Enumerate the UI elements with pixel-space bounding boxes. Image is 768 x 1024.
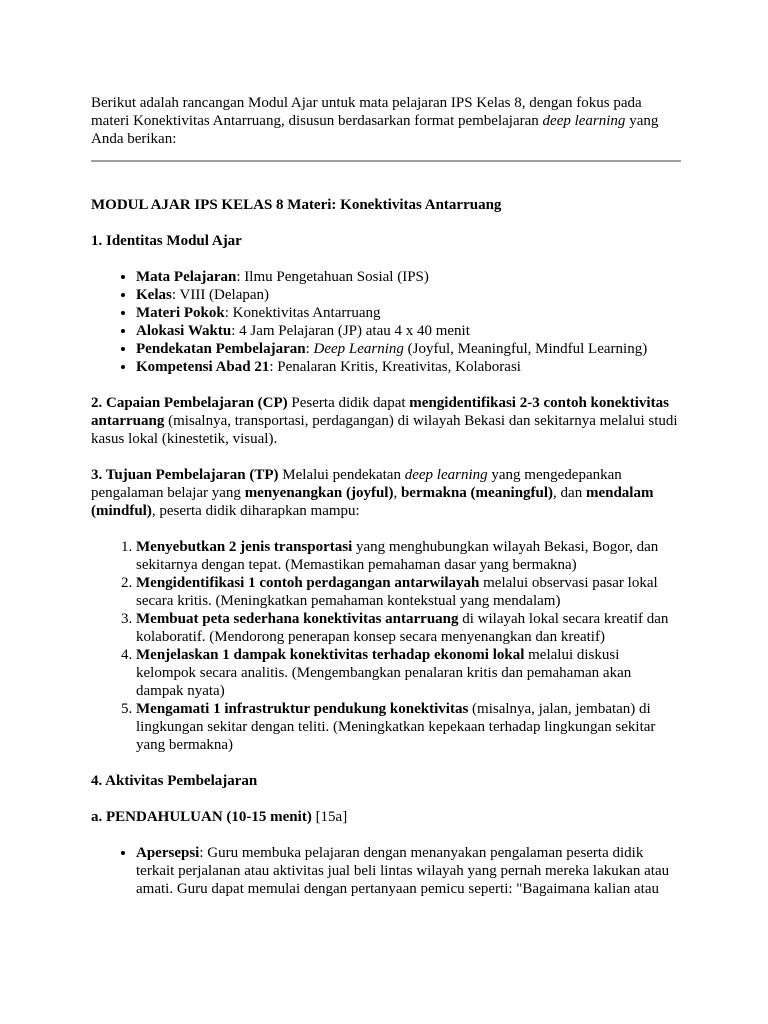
list-item	[136, 646, 681, 700]
item-value: : VIII (Delapan)	[171, 287, 270, 303]
objective-text: yang menghubungkan wilayah Bekasi, Bogor, dan sekitarnya dengan tepat. (Memastikan pemahaman dasar yang bermakna)	[136, 539, 659, 573]
section1-heading	[91, 232, 681, 250]
objective-bold: Mengidentifikasi 1 contoh perdagangan antarwilayah	[136, 575, 480, 591]
activity-text: : Guru membuka pelajaran dengan menanyakan pengalaman peserta didik terkait perjalanan atau aktivitas jual beli lintas wilayah yang pernah mereka lakukan atau amati. Guru dapat memulai dengan pertanyaan pemicu seperti: "Bagaimana kalian atau	[136, 845, 670, 897]
section4a-reference: [15a]	[311, 809, 348, 825]
list-item	[136, 322, 681, 340]
objective-bold: Membuat peta sederhana konektivitas antarruang	[136, 611, 459, 627]
item-value: : Konektivitas Antarruang	[224, 305, 381, 321]
objective-bold: Menjelaskan 1 dampak konektivitas terhadap ekonomi lokal	[136, 647, 525, 663]
module-title	[91, 196, 681, 214]
section3-bold: mendalam (mindful)	[91, 485, 654, 519]
list-item	[136, 844, 681, 898]
activity-label: Apersepsi	[136, 845, 200, 861]
objectives-list	[91, 538, 681, 754]
list-item	[136, 610, 681, 646]
list-item	[136, 304, 681, 322]
objective-text: melalui diskusi kelompok secara analitis. (Mengembangkan penalaran kritis dan pemahaman akan dampak nyata)	[136, 647, 632, 699]
section4a-heading	[91, 808, 681, 826]
list-item	[136, 574, 681, 610]
item-label: Alokasi Waktu	[136, 323, 232, 339]
list-item	[136, 358, 681, 376]
activity-list	[91, 844, 681, 898]
intro-paragraph	[91, 94, 681, 148]
item-separator: :	[305, 341, 314, 357]
section3-italic: deep learning	[404, 467, 488, 483]
section1-heading-text: 1. Identitas Modul Ajar	[91, 233, 242, 249]
item-label: Pendekatan Pembelajaran	[136, 341, 306, 357]
item-italic: Deep Learning	[313, 341, 404, 357]
identity-list	[91, 268, 681, 376]
list-item	[136, 340, 681, 358]
section4-heading	[91, 772, 681, 790]
intro-text: Berikut adalah rancangan Modul Ajar untuk mata pelajaran IPS Kelas 8, dengan fokus pada materi Konektivitas Antarruang, disusun berdasarkan format pembelajaran	[91, 95, 642, 129]
list-item	[136, 268, 681, 286]
item-value: : 4 Jam Pelajaran (JP) atau 4 x 40 menit	[231, 323, 470, 339]
objective-text: (misalnya, jalan, jembatan) di lingkungan sekitar dengan teliti. (Meningkatkan kepekaan terhadap lingkungan sekitar yang bermakna)	[136, 701, 656, 753]
section3-bold: menyenangkan (joyful)	[244, 485, 394, 501]
objective-bold: Mengamati 1 infrastruktur pendukung konektivitas	[136, 701, 469, 717]
item-label: Materi Pokok	[136, 305, 225, 321]
objective-text: melalui observasi pasar lokal secara kritis. (Meningkatkan pemahaman kontekstual yang mendalam)	[136, 575, 658, 609]
section2-paragraph	[91, 394, 681, 448]
item-value: (Joyful, Meaningful, Mindful Learning)	[403, 341, 648, 357]
list-item	[136, 286, 681, 304]
horizontal-divider	[91, 160, 681, 162]
objective-text: di wilayah lokal secara kreatif dan kolaboratif. (Mendorong penerapan konsep secara menyenangkan dan kreatif)	[136, 611, 669, 645]
objective-bold: Menyebutkan 2 jenis transportasi	[136, 539, 353, 555]
section4-heading-text: 4. Aktivitas Pembelajaran	[91, 773, 258, 789]
intro-italic: deep learning	[542, 113, 626, 129]
section3-bold: bermakna (meaningful)	[400, 485, 554, 501]
item-label: Kompetensi Abad 21	[136, 359, 270, 375]
item-label: Kelas	[136, 287, 172, 303]
item-value: : Penalaran Kritis, Kreativitas, Kolaborasi	[269, 359, 521, 375]
section2-text: Peserta didik dapat	[287, 395, 410, 411]
item-label: Mata Pelajaran	[136, 269, 237, 285]
section3-text: , peserta didik diharapkan mampu:	[151, 503, 360, 519]
section3-text: , dan	[553, 485, 586, 501]
section3-text: Melalui pendekatan	[278, 467, 405, 483]
section3-text: yang mengedepankan pengalaman belajar yang	[91, 467, 622, 501]
section3-text: ,	[393, 485, 401, 501]
list-item	[136, 700, 681, 754]
section4a-heading-text: a. PENDAHULUAN (10-15 menit)	[91, 809, 312, 825]
item-value: : Ilmu Pengetahuan Sosial (IPS)	[236, 269, 429, 285]
section2-heading: 2. Capaian Pembelajaran (CP)	[91, 395, 288, 411]
intro-text-end: yang Anda berikan:	[91, 113, 659, 147]
list-item	[136, 538, 681, 574]
section3-heading: 3. Tujuan Pembelajaran (TP)	[91, 467, 279, 483]
section2-bold: mengidentifikasi 2-3 contoh konektivitas antarruang	[91, 395, 669, 429]
document-content	[91, 94, 681, 916]
section2-text-end: (misalnya, transportasi, perdagangan) di wilayah Bekasi dan sekitarnya melalui studi kasus lokal (kinestetik, visual).	[91, 413, 678, 447]
section3-paragraph	[91, 466, 681, 520]
module-title-text: MODUL AJAR IPS KELAS 8 Materi: Konektivitas Antarruang	[91, 197, 502, 213]
